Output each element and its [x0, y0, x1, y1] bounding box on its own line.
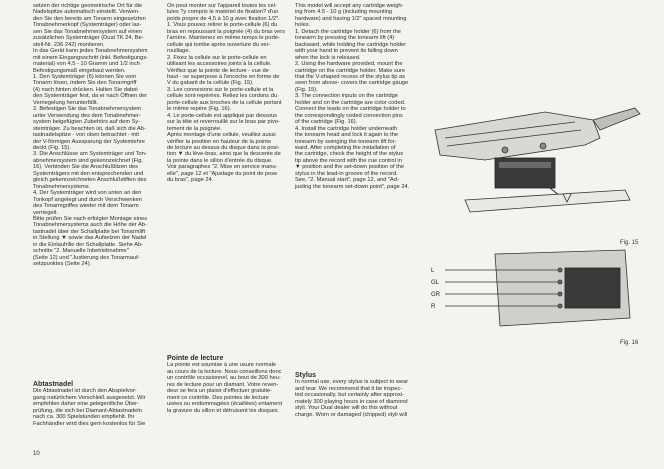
fig15-label: Fig. 15 — [620, 240, 639, 246]
english-stylus-heading: Stylus — [295, 372, 317, 379]
fig15-cartridge-illustration — [425, 100, 653, 225]
english-mounting-text: This model will accept any cartridge weigh- ing from 4.5 - 10 g (including mounting hardware) and having 1/2" spaced mounting holes. 1. Detach the cartridge holder (6) from the tonearm by pressing the tonearm lift (4) backward, while holding the cartridge holder with your hand to prevent its falling down when the lock is released. 2. Using the hardware provided, mount the cartridge on the cartridge holder. Make sure that the V-shaped recess of the stylus tip as seen from above- covers the cartridge gauge (Fig. 15). 3. The connection inputs on the cartridge holder and on the cartridge are color coded. Connect the leads on the cartridge holder to the correspondingly coded connection pins of the cartridge (Fig. 16). 4. Install the cartridge holder underneath the tonearm head and lock it again to the tonearm by swinging the tonearm lift for- ward. After completing the installation of the cartridge, check the height of the stylus tip above the record with the cue control in ▼ position and the set-down position of the stylus in the lead-in groove of the record. See, "2. Manual start", page 12, and "Ad- justing the tonearm set-down point", page 24. — [295, 3, 410, 190]
fig16-label: Fig. 16 — [620, 340, 639, 346]
french-stylus-text: La pointe est soumise à une usure normale au cours de la lecture. Nous conseillons donc un contrôle occasionnel, au bout de 300 heu- res de lecture pour un diamant. Votre reven- deur se fera un plaisir d'effectuer gratuite- ment ce contrôle. Des pointes de lecture usées ou endommagées (écaillées) entament la gravure du sillon et détruisent les disques. — [167, 362, 283, 414]
column-german — [33, 3, 161, 427]
column-english — [295, 3, 423, 418]
french-stylus-heading: Pointe de lecture — [167, 355, 224, 362]
wire-label-gl: GL — [431, 280, 440, 286]
french-mounting-text: On peut monter sur l'appareil toutes les cel- lules ?y compris le matériel de fixation? d'un poids propre de 4,5 à 10 g avec fixation 1/2". 1. Vous pouvez retirer le porte-cellule (6) du bras en repoussant la poignée (4) du bras vers l'arrière. Maintenez en même temps le porte- cellule qui tombe après ouverture du ver- rouillage. 2. Fixez la cellule sur le porte-cellule en utilisant les accessoires joints à la cellule. Vérifiez que la pointe de lecture - vue de haut - se superpose à l'encoche en forme de V du gabarit de la cellule (Fig. 15). 3. Les connexions sur le porte-cellule et la cellule sont repérées. Reliez les cordons du porte-cellule aux broches de la cellule portant le même repère (Fig. 16). 4. Le porte-cellule est appliqué par dessous sur la tête et reverrouillé sur le bras par pivo- tement de la poignée. Après montage d'une cellule, veuillez aussi vérifier la position en hauteur de la pointe de lecture au dessus du disque dans la posi- tion ▼ du lève-bras, ainsi que la descente de la pointe dans le sillon d'entrée du disque. Voir paragraphes "2. Mise en service manu- elle", page 12 et "Ajustage du point de pose du bras", page 24. — [167, 3, 285, 184]
wire-label-gr: GR — [431, 292, 440, 298]
german-stylus-text: Die Abtastnadel ist durch den Abspielvor- gang natürlichem Verschleiß ausgesetzt. Wir empfehlen daher eine gelegentliche Über- prüfung, die sich bei Diamant-Abtastnadeln nach ca. 300 Spielstunden empfiehlt. Ihr Fachhändler wird dies gern kostenlos für Sie — [33, 388, 146, 427]
fig16-wiring-illustration — [425, 248, 653, 336]
wire-label-l: L — [431, 268, 435, 274]
column-french — [167, 3, 293, 414]
german-mounting-text: setzen der richtige geometrische Ort für die Nadelspitze automatisch einstellt. Verwen- den Sie den bereits am Tonarm eingesetzten Tonabnehmerkopf (Systemträger) oder las- sen Sie das Tonabnehmersystem auf einen zusätzlichen Systemträger (Dual TK 24, Be- stell-Nr. 236 242) montieren. In das Gerät kann jedes Tonabnehmersystem mit einem Eingangsschritt (inkl. Befestigungs- material) von 4,5 - 10 Gramm und 1/2 inch Befestigungsmaß eingebaut werden. 1. Den Systemträger (6) können Sie vom Tonarm lösen, indem Sie den Tonarmgriff (4) nach hinten drücken. Halten Sie dabei den Systemträger fest, da er nach Öffnen der Verriegelung herunterfällt. 2. Befestigen Sie das Tonabnehmersystem unter Verwendung des dem Tonabnehmer- system beigefügten Zubehörs auf dem Sy- stemträger. Zu beachten ist, daß sich die Ab- tastnadelspitze - von oben betrachtet - mit der V-förmigen Aussparung der Systemlehre deckt (Fig. 15). 3. Die Anschlüsse am Systemträger und Ton- abnehmersystem sind gekennzeichnet (Fig. 16). Verbinden Sie die Anschlußlitzen des Systemträgers mit den entsprechenden und gleich gekennzeichneten Anschlußstiften des Tonabnehmersystems. 4. Der Systemträger wird von unten an den Tonkopf angelegt und durch Verschwenken des Tonarmgriffes wieder mit dem Tonarm verriegelt. Bitte prüfen Sie nach erfolgter Montage eines Tonabnehmersystems auch die Höhe der Ab- tastnadel über der Schallplatte bei Tonarmlift in Stellung ▼ sowie das Aufsetzen der Nadel in die Einlaufrille der Schallplatte. Siehe Ab- schnitte "2. Manuelle Inbetriebnahme" (Seite 12) und "Justierung des Tonarmauf- setzpunktes (Seite 24). — [33, 3, 149, 268]
wire-label-r: R — [431, 304, 436, 310]
german-stylus-heading: Abtastnadel — [33, 381, 74, 388]
page-number: 10 — [33, 451, 40, 457]
english-stylus-text: In normal use, every stylus is subject to wear and tear. We recommend that it be inspec- ted occasionally, but certainly after approxi- mately 300 playing hours in case of diamond styli. Your Dual dealer will do this without charge. Worn or damaged (chipped) styli will — [295, 379, 409, 418]
